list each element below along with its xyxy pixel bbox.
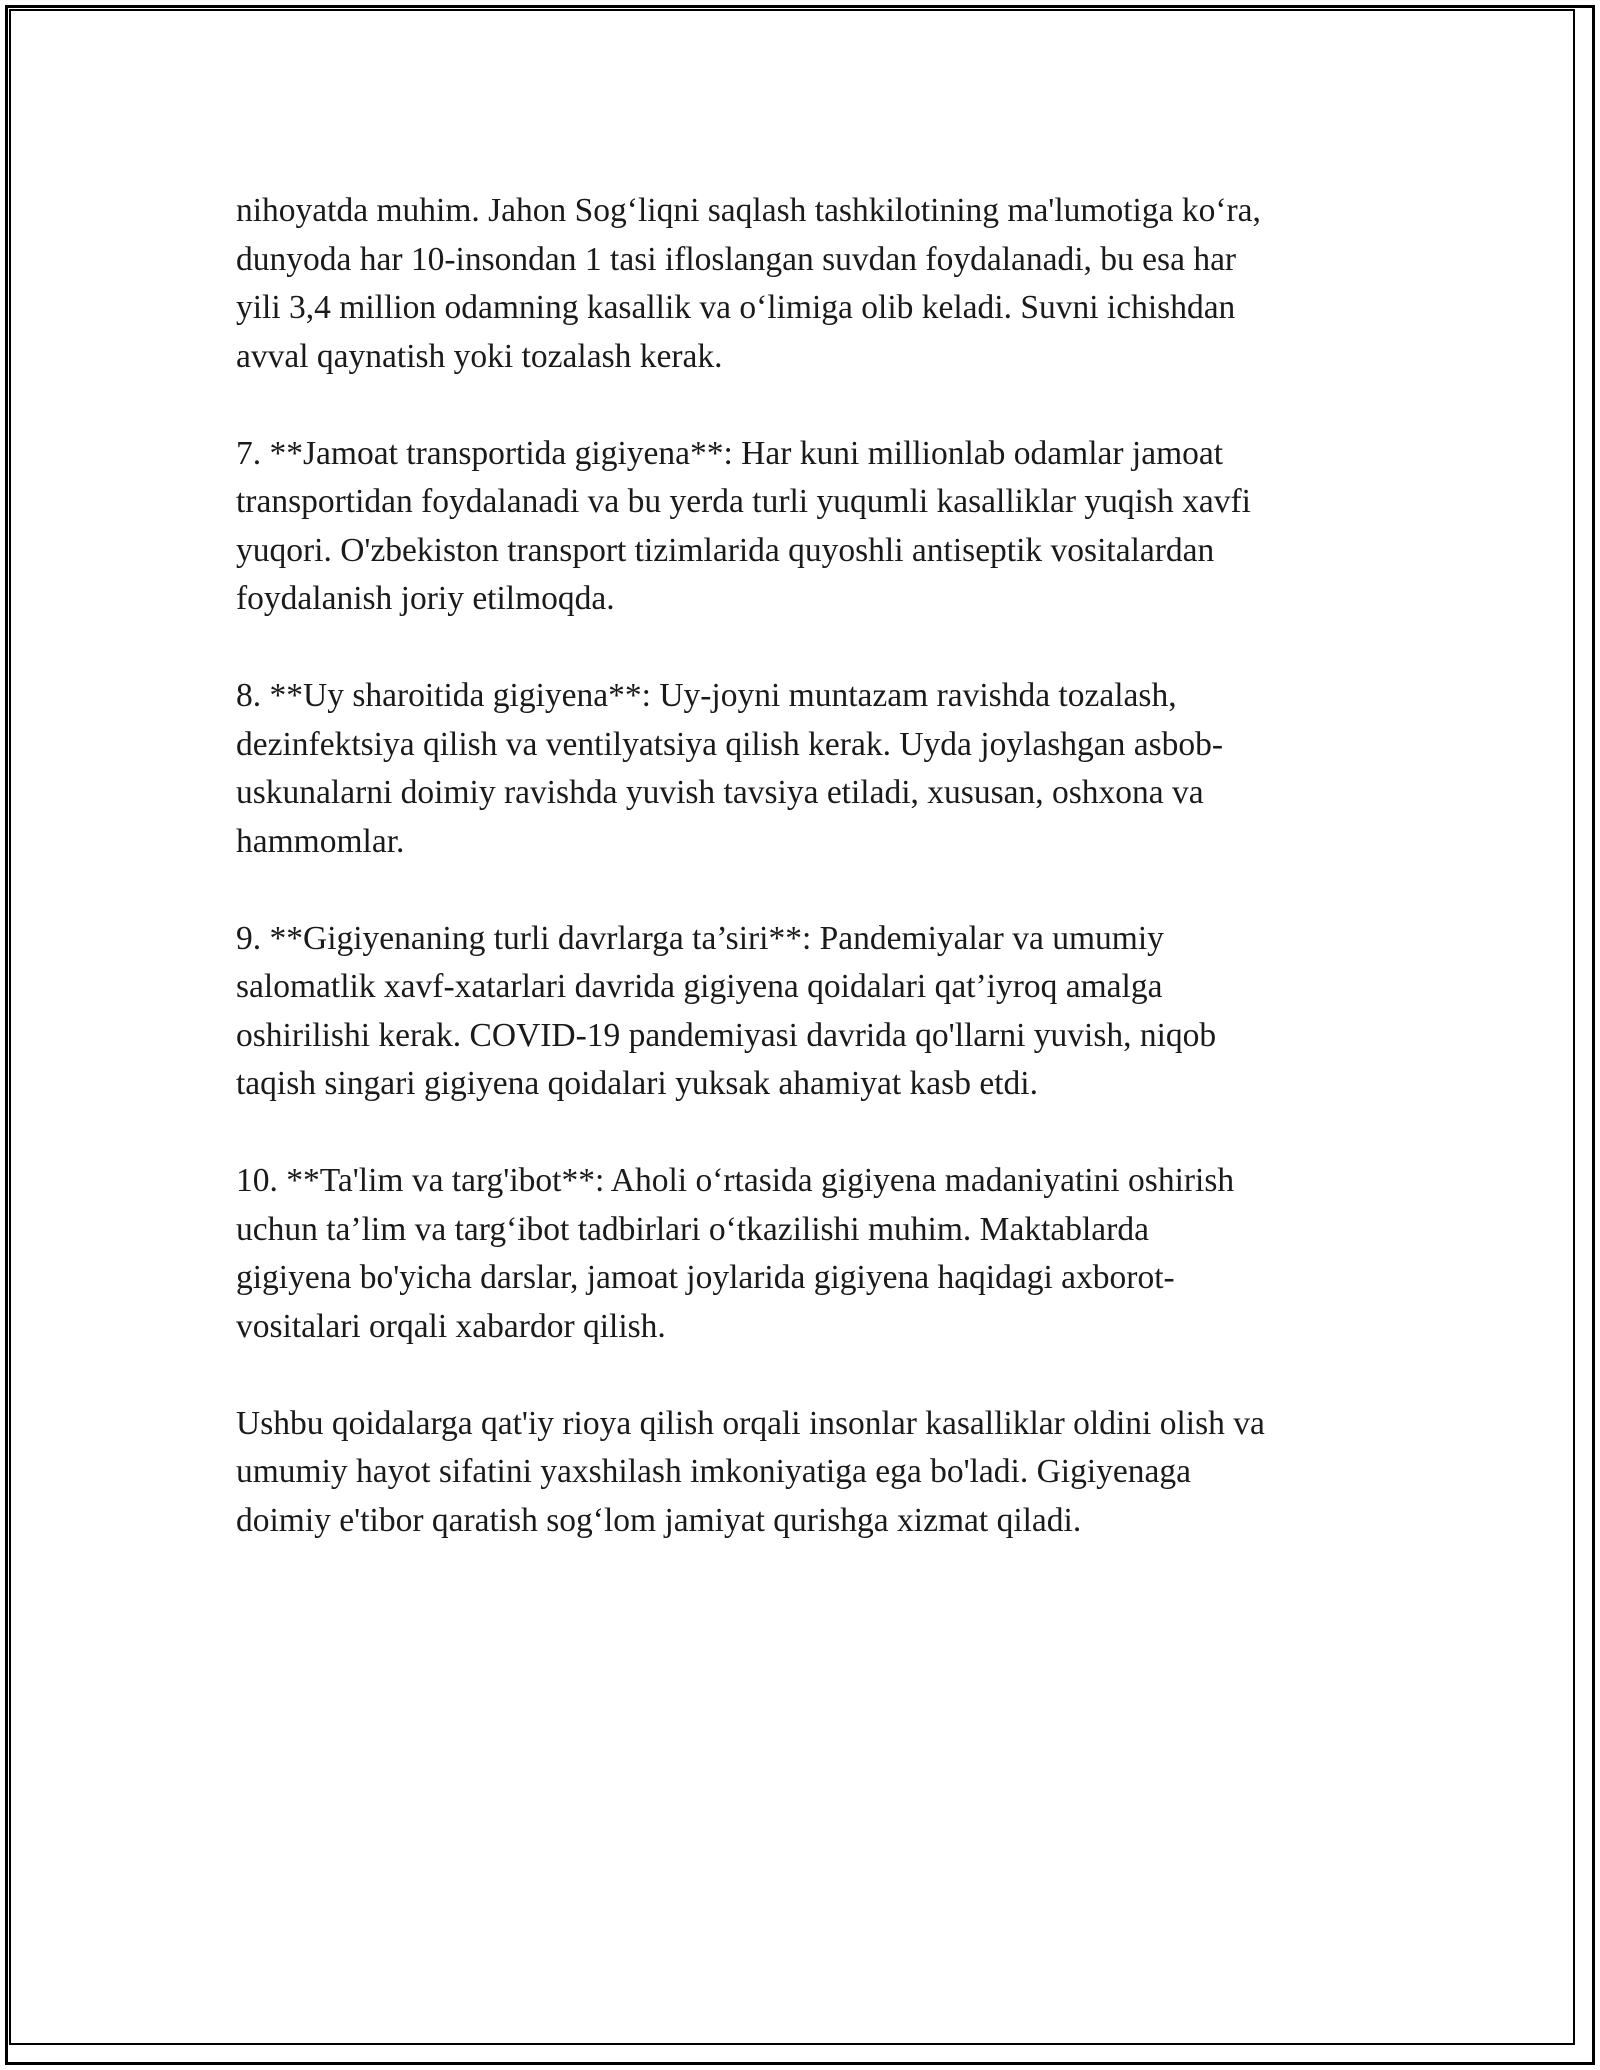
text-line: vositalari orqali xabardor qilish. — [236, 1307, 666, 1345]
text-line: 10. **Ta'lim va targ'ibot**: Aholi o‘rtasida gigiyena madaniyatini oshirish — [236, 1162, 1235, 1199]
paragraph-public-transport — [236, 430, 1386, 624]
text-line: 8. **Uy sharoitida gigiyena**: Uy-joyni muntazam ravishda tozalash, — [236, 677, 1177, 714]
text-line: nihoyatda muhim. Jahon Sog‘liqni saqlash tashkilotining ma'lumotiga ko‘ra, — [236, 192, 1261, 229]
text-line: foydalanish joriy etilmoqda. — [236, 580, 615, 617]
text-line: transportidan foydalanadi va bu yerda turli yuqumli kasalliklar yuqish xavfi — [236, 483, 1251, 520]
text-line: yili 3,4 million odamning kasallik va o‘limiga olib keladi. Suvni ichishdan — [236, 289, 1236, 326]
paragraph-conclusion — [236, 1400, 1386, 1546]
text-line: uchun ta’lim va targ‘ibot tadbirlari o‘tkazilishi muhim. Maktablarda — [236, 1210, 1149, 1248]
text-line: hammomlar. — [236, 822, 405, 860]
text-line: gigiyena bo'yicha darslar, jamoat joylarida gigiyena haqidagi axborot- — [236, 1259, 1175, 1296]
text-line: umumiy hayot sifatini yaxshilash imkoniyatiga ega bo'ladi. Gigiyenaga — [236, 1453, 1192, 1490]
paragraph-home-hygiene — [236, 672, 1386, 866]
text-line: dunyoda har 10-insondan 1 tasi ifloslangan suvdan foydalanadi, bu esa har — [236, 240, 1237, 278]
text-line: doimiy e'tibor qaratish sog‘lom jamiyat qurishga xizmat qiladi. — [236, 1501, 1082, 1539]
text-line: taqish singari gigiyena qoidalari yuksak ahamiyat kasb etdi. — [236, 1065, 1038, 1102]
text-line: Ushbu qoidalarga qat'iy rioya qilish orqali insonlar kasalliklar oldini olish va — [236, 1404, 1265, 1442]
paragraph-education — [236, 1157, 1386, 1351]
text-line: 9. **Gigiyenaning turli davrlarga ta’siri**: Pandemiyalar va umumiy — [236, 919, 1164, 957]
text-line: uskunalarni doimiy ravishda yuvish tavsiya etiladi, xususan, oshxona va — [236, 774, 1204, 811]
text-line: avval qaynatish yoki tozalash kerak. — [236, 337, 723, 375]
paragraph-pandemic-impact — [236, 915, 1386, 1109]
text-line: yuqori. O'zbekiston transport tizimlarida quyoshli antiseptik vositalardan — [236, 531, 1215, 569]
text-line: dezinfektsiya qilish va ventilyatsiya qilish kerak. Uyda joylashgan asbob- — [236, 725, 1224, 763]
text-line: salomatlik xavf-xatarlari davrida gigiyena qoidalari qat’iyroq amalga — [236, 968, 1163, 1005]
paragraph-water-hygiene — [236, 187, 1386, 381]
text-line: 7. **Jamoat transportida gigiyena**: Har kuni millionlab odamlar jamoat — [236, 434, 1224, 472]
text-line: oshirilishi kerak. COVID-19 pandemiyasi davrida qo'llarni yuvish, niqob — [236, 1016, 1217, 1054]
document-body — [236, 187, 1386, 1594]
